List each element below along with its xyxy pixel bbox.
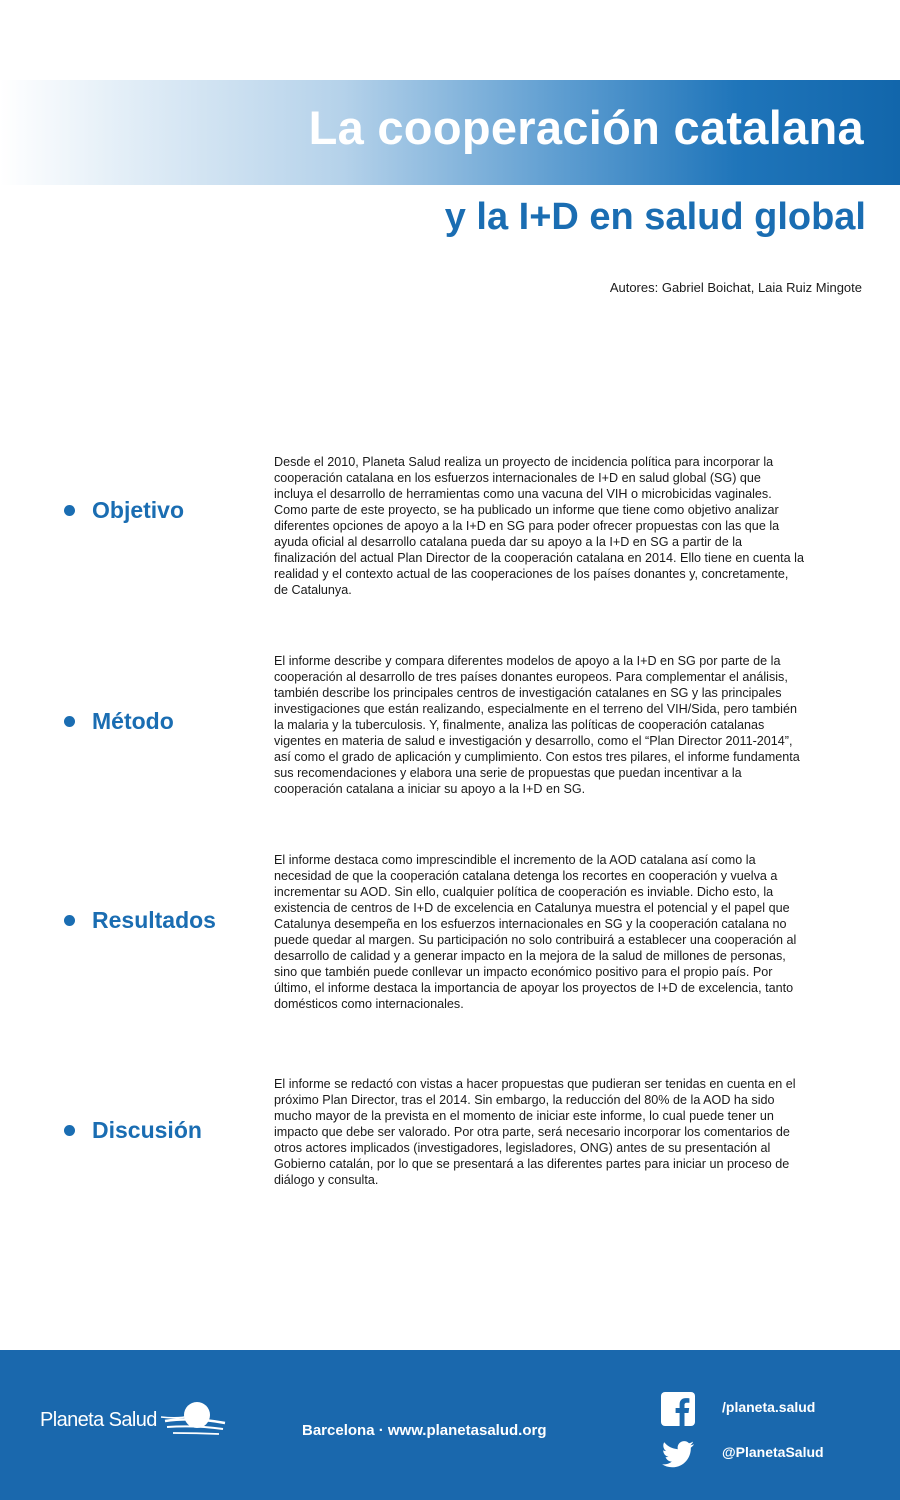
planeta-salud-logo[interactable]: [40, 1400, 229, 1440]
text-line: cooperación catalana a iniciar su apoyo a la I+D en SG.: [274, 782, 586, 796]
footer: [0, 1350, 900, 1500]
section-title: Método: [92, 708, 174, 734]
text-line: diálogo y consulta.: [274, 1173, 379, 1187]
twitter-icon: [660, 1436, 696, 1472]
text-line: Catalunya desempeña en los esfuerzos internacionales en SG y la cooperación catalana no: [274, 917, 787, 931]
text-line: existencia de centros de I+D de excelencia en Catalunya muestra el potencial y el papel que: [274, 901, 790, 915]
text-line: último, el informe destaca la importancia de apoyar los proyectos de I+D de excelencia, tanto: [274, 981, 794, 995]
text-line: sino que también puede conllevar un impacto económico positivo para el propio país. Por: [274, 965, 773, 979]
text-line: cooperación al desarrollo de tres países donantes europeos. Para complementar el análisis,: [274, 670, 788, 684]
bullet-icon: [64, 716, 75, 727]
twitter-link[interactable]: [660, 1436, 824, 1472]
text-line: de Catalunya.: [274, 583, 352, 597]
text-line: puede quedar al margen. Su participación no solo contribuirá a establecer una cooperación al: [274, 933, 797, 947]
section-heading-resultados: [64, 907, 216, 934]
bullet-icon: [64, 505, 75, 516]
authors-line: Autores: Gabriel Boichat, Laia Ruiz Mingote: [609, 280, 862, 295]
bullet-icon: [64, 915, 75, 926]
text-line: la malaria y la tuberculosis. Y, finalmente, analiza las políticas de cooperación catalanas: [274, 718, 765, 732]
text-line: El informe describe y compara diferentes modelos de apoyo a la I+D en SG por parte de la: [274, 654, 781, 668]
facebook-icon: [660, 1391, 696, 1427]
text-line: sus recomendaciones y elabora una serie de propuestas que puedan incentivar a la: [274, 766, 742, 780]
text-line: diferentes opciones de apoyo a la I+D en SG para poder ofrecer propuestas con las que la: [274, 519, 780, 533]
text-line: finalización del actual Plan Director de la cooperación catalana en 2014. Ello tiene en cuenta la: [274, 551, 804, 565]
text-line: también describe los principales centros de investigación catalanes en SG y las principales: [274, 686, 782, 700]
text-line: Como parte de este proyecto, se ha publicado un informe que tiene como objetivo analizar: [274, 503, 779, 517]
planeta-salud-logo-icon: [159, 1397, 229, 1443]
text-line: investigaciones que están realizando, especialmente en el terreno del VIH/Sida, pero también: [274, 702, 797, 716]
text-line: cooperación catalana en los esfuerzos internacionales de I+D en salud global (SG) que: [274, 471, 761, 485]
text-line: vigentes en materia de salud e investigación y desarrollo, como el “Plan Director 2011-2014”,: [274, 734, 793, 748]
section-body-discusion: [274, 1076, 834, 1188]
text-line: impacto que debe ser valorado. Por otra parte, será necesario incorporar los comentarios de: [274, 1125, 790, 1139]
text-line: desarrollo de calidad y a generar impacto en la mejora de la salud de millones de personas,: [274, 949, 786, 963]
footer-location-website[interactable]: Barcelona · www.planetasalud.org: [302, 1422, 547, 1439]
text-line: El informe destaca como imprescindible el incremento de la AOD catalana así como la: [274, 853, 756, 867]
text-line: ayuda oficial al desarrollo catalana pueda dar su apoyo a la I+D en SG a partir de la: [274, 535, 743, 549]
text-line: mucho mayor de la prevista en el momento de iniciar este informe, lo cual puede tener un: [274, 1109, 774, 1123]
text-line: otros actores implicados (investigadores, legisladores, ONG) antes de su presentación al: [274, 1141, 771, 1155]
text-line: necesidad de que la cooperación catalana detenga los recortes en cooperación y vuelva a: [274, 869, 778, 883]
section-heading-metodo: [64, 708, 174, 735]
text-line: así como el grado de aplicación y cumplimiento. Con estos tres pilares, el informe fundamenta: [274, 750, 800, 764]
section-heading-objetivo: [64, 497, 184, 524]
section-body-metodo: [274, 653, 834, 797]
text-line: Desde el 2010, Planeta Salud realiza un proyecto de incidencia política para incorporar la: [274, 455, 774, 469]
text-line: domésticos como internacionales.: [274, 997, 464, 1011]
section-title: Objetivo: [92, 497, 185, 523]
section-body-resultados: [274, 852, 834, 1012]
facebook-handle: /planeta.salud: [722, 1399, 816, 1415]
section-title: Resultados: [92, 907, 216, 933]
bullet-icon: [64, 1125, 75, 1136]
logo-text: Planeta Salud: [40, 1408, 157, 1431]
page-subtitle: y la I+D en salud global: [444, 196, 866, 238]
page-title: La cooperación catalana: [308, 101, 864, 154]
text-line: incrementar su AOD. Sin ello, cualquier política de cooperación es inviable. Dicho esto, la: [274, 885, 774, 899]
text-line: El informe se redactó con vistas a hacer propuestas que pudieran ser tenidas en cuenta en el: [274, 1077, 796, 1091]
facebook-link[interactable]: [660, 1391, 816, 1427]
twitter-handle: @PlanetaSalud: [722, 1444, 824, 1460]
section-title: Discusión: [92, 1117, 202, 1143]
section-heading-discusion: [64, 1117, 202, 1144]
text-line: incluya el desarrollo de herramientas como una vacuna del VIH o microbicidas vaginales.: [274, 487, 772, 501]
section-body-objetivo: [274, 454, 834, 598]
text-line: realidad y el contexto actual de las cooperaciones de los países donantes y, concretamente,: [274, 567, 789, 581]
text-line: próximo Plan Director, tras el 2014. Sin embargo, la reducción del 80% de la AOD ha sido: [274, 1093, 775, 1107]
text-line: Gobierno catalán, por lo que se presentará a las diferentes partes para iniciar un proceso de: [274, 1157, 790, 1171]
